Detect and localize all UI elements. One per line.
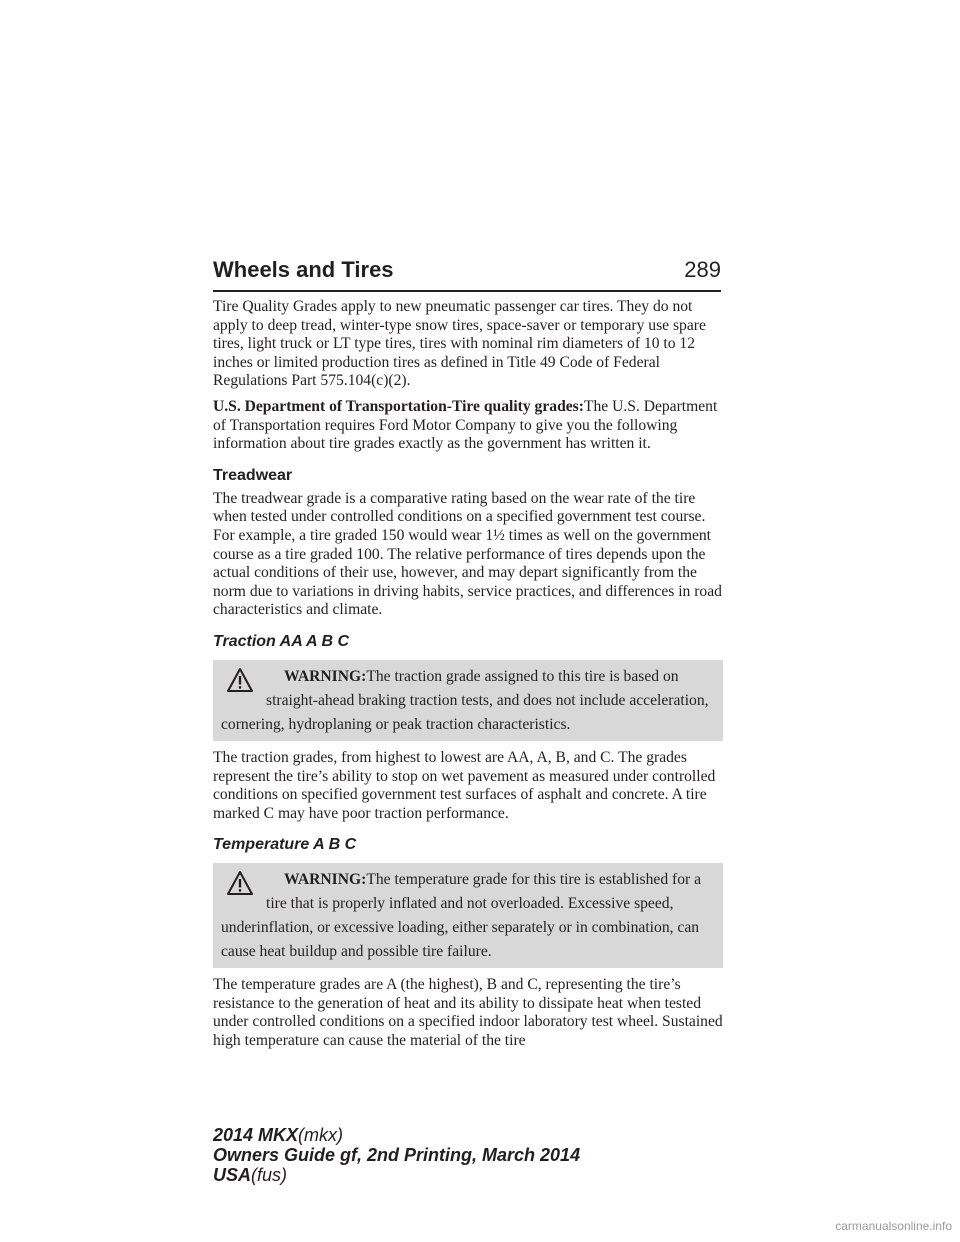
footer-region-code: (fus) bbox=[251, 1165, 288, 1185]
traction-paragraph: The traction grades, from highest to lowest are AA, A, B, and C. The grades represent the tire’s ability to stop on wet pavement as measured under controlled conditions on specified government test surfaces of asphalt and concrete. A tire marked C may have poor traction performance. bbox=[213, 748, 716, 822]
footer-model-line bbox=[213, 1125, 580, 1145]
warning-triangle-icon bbox=[226, 667, 254, 693]
footer-region-line bbox=[213, 1165, 580, 1185]
temperature-heading: Temperature A B C bbox=[213, 836, 357, 854]
dot-paragraph bbox=[213, 398, 723, 454]
page-number: 289 bbox=[684, 257, 721, 282]
footer-model: 2014 MKX bbox=[213, 1125, 299, 1145]
traction-heading: Traction AA A B C bbox=[213, 632, 350, 650]
intro-paragraph: Tire Quality Grades apply to new pneumatic passenger car tires. They do not apply to deep tread, winter-type snow tires, space-saver or temporary use spare tires, light truck or LT type tires, tires with nominal rim diameters of 10 to 12 inches or limited production tires as defined in Title 49 Code of Federal Regulations Part 575.104(c)(2). bbox=[213, 298, 706, 390]
treadwear-paragraph: The treadwear grade is a comparative rating based on the wear rate of the tire when tested under controlled conditions on a specified government test course. For example, a tire graded 150 would wear 1½ times as well on the government course as a tire graded 100. The relative performance of tires depends upon the actual conditions of their use, however, and may depart significantly from the norm due to variations in driving habits, service practices, and differences in road characteristics and climate. bbox=[213, 489, 722, 619]
temperature-warning-text: The temperature grade for this tire is established for a tire that is properly inflated and not overloaded. Excessive speed, underinflation, or excessive loading, either separately or in combination, can cause heat buildup and possible tire failure. bbox=[221, 871, 702, 961]
temperature-paragraph: The temperature grades are A (the highest), B and C, representing the tire’s resistance to the generation of heat and its ability to dissipate heat when tested under controlled conditions on a specified indoor laboratory test wheel. Sustained high temperature can cause the material of the tire bbox=[213, 976, 723, 1050]
warning-triangle-icon bbox=[226, 870, 254, 896]
section-title: Wheels and Tires bbox=[213, 257, 394, 282]
footer-region: USA bbox=[213, 1165, 252, 1185]
dot-lead: U.S. Department of Transportation-Tire quality grades: bbox=[213, 397, 584, 415]
traction-warning-box bbox=[213, 660, 723, 741]
traction-warning-label: WARNING: bbox=[284, 667, 367, 685]
treadwear-heading: Treadwear bbox=[213, 466, 293, 484]
page-content bbox=[213, 298, 723, 1058]
temperature-warning-box bbox=[213, 863, 723, 968]
traction-warning-text: The traction grade assigned to this tire is based on straight-ahead braking traction tests, and does not include acceleration, cornering, hydroplaning or peak traction characteristics. bbox=[221, 667, 709, 733]
page-footer bbox=[213, 1125, 580, 1185]
dot-text: The U.S. Department of Transportation requires Ford Motor Company to give you the following information about tire grades exactly as the government has written it. bbox=[213, 397, 718, 453]
footer-guide-line: Owners Guide gf, 2nd Printing, March 2014 bbox=[213, 1145, 581, 1165]
footer-model-code: (mkx) bbox=[298, 1125, 344, 1145]
watermark-text: carmanualsonline.info bbox=[835, 1219, 952, 1233]
page-header bbox=[213, 255, 721, 291]
temperature-warning-label: WARNING: bbox=[284, 871, 367, 889]
header-divider bbox=[213, 290, 721, 292]
